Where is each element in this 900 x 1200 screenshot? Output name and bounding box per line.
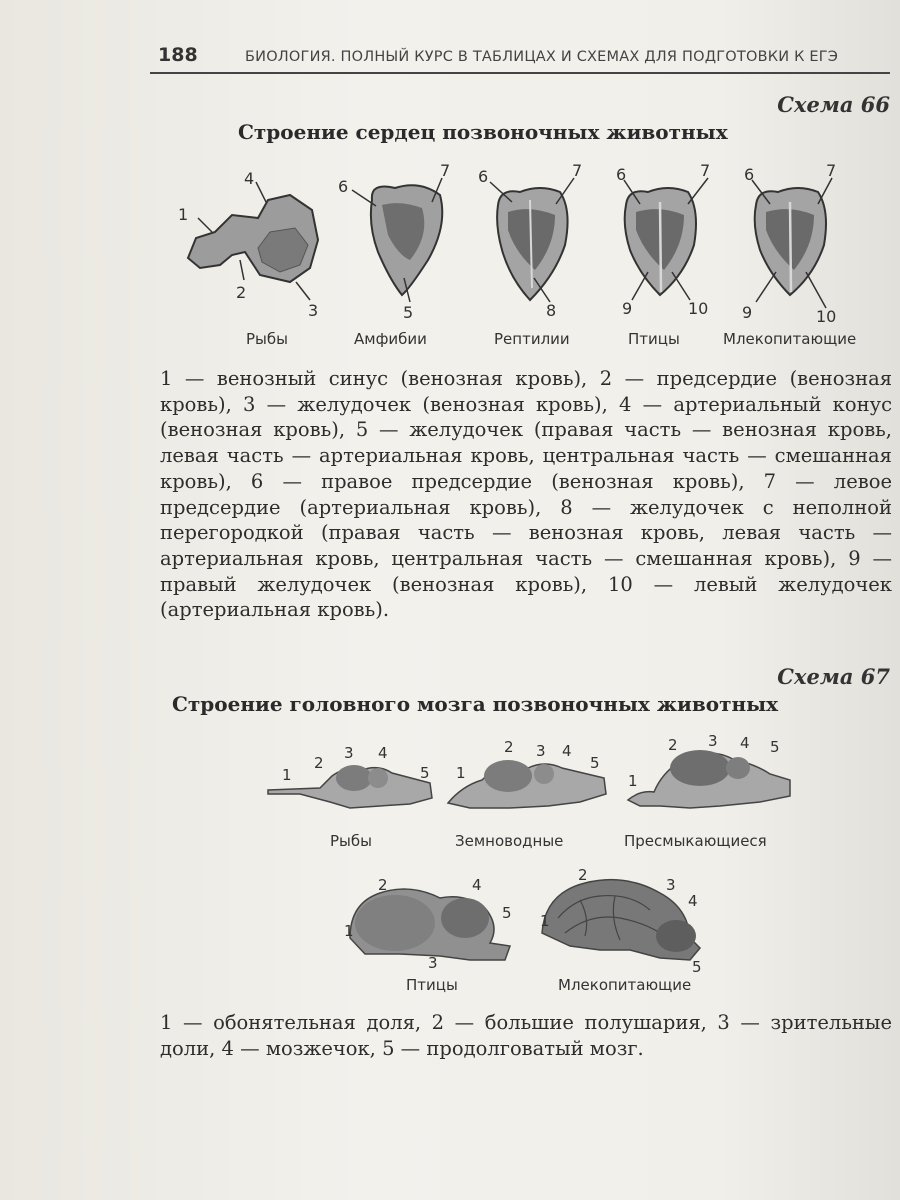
amph-brain-num-3: 3 (536, 742, 546, 760)
caption-fish-heart: Рыбы (246, 330, 288, 348)
scheme-66-title: Строение сердец позвоночных животных (238, 120, 728, 144)
scheme-67-label: Схема 67 (777, 664, 890, 689)
page-header (150, 40, 890, 74)
heart-num-6c: 6 (616, 165, 627, 184)
rept-brain-num-5: 5 (770, 738, 780, 756)
heart-num-10b: 10 (816, 307, 837, 326)
caption-bird-brain: Птицы (406, 976, 458, 994)
amph-brain-num-4: 4 (562, 742, 572, 760)
heart-num-6a: 6 (338, 177, 349, 196)
mammal-brain-num-1: 1 (540, 912, 550, 930)
fish-brain-num-4: 4 (378, 744, 388, 762)
heart-num-10a: 10 (688, 299, 709, 318)
rept-brain-num-2: 2 (668, 736, 678, 754)
fish-heart-illustration (178, 169, 318, 320)
mammal-brain-num-3: 3 (666, 876, 676, 894)
bird-brain-illustration (344, 876, 512, 972)
heart-num-7c: 7 (700, 161, 711, 180)
caption-mammal-brain: Млекопитающие (558, 976, 692, 994)
scheme-66-legend: 1 — венозный синус (венозная кровь), 2 — предсердие (венозная кровь), 3 — желудочек (венозная кровь), 4 — артериальный конус (венозная кровь), 5 — желудочек (правая часть — венозная кровь, левая часть — артериальная кровь, центральная часть — смешанная кровь), 6 — правое предсердие (венозная кровь), 7 — левое предсердие (артериальная кровь), 8 — желудочек с неполной перегородкой (правая часть — венозная кровь, левая часть — артериальная кровь, центральная часть — смешанная кровь), 9 — правый желудочек (венозная кровь), 10 — левый желудочек (артериальная кровь). (160, 367, 892, 622)
rept-brain-num-4: 4 (740, 734, 750, 752)
fish-brain-num-3: 3 (344, 744, 354, 762)
rept-brain-num-1: 1 (628, 772, 638, 790)
fish-brain-num-2: 2 (314, 754, 324, 772)
amph-brain-num-5: 5 (590, 754, 600, 772)
heart-num-7d: 7 (826, 161, 837, 180)
bird-heart-illustration (616, 161, 710, 318)
caption-fish-brain: Рыбы (330, 832, 372, 850)
rept-brain-num-3: 3 (708, 732, 718, 750)
bird-brain-num-3: 3 (428, 954, 438, 972)
scheme-67-legend: 1 — обонятельная доля, 2 — большие полушария, 3 — зрительные доли, 4 — мозжечок, 5 — продолговатый мозг. (160, 1011, 892, 1060)
heart-num-7a: 7 (440, 161, 451, 180)
page-number: 188 (158, 44, 198, 66)
caption-reptile-heart: Рептилии (494, 330, 570, 348)
heart-num-9a: 9 (622, 299, 633, 318)
heart-num-7b: 7 (572, 161, 583, 180)
scheme-67-title: Строение головного мозга позвоночных животных (172, 692, 779, 716)
amphibian-brain-illustration (448, 738, 606, 808)
amph-brain-num-1: 1 (456, 764, 466, 782)
caption-amphibian-brain: Земноводные (455, 832, 564, 850)
fish-brain-num-5: 5 (420, 764, 430, 782)
heart-num-4: 4 (244, 169, 255, 188)
fish-brain-num-1: 1 (282, 766, 292, 784)
caption-bird-heart: Птицы (628, 330, 680, 348)
heart-num-1: 1 (178, 205, 189, 224)
fish-brain-illustration (268, 744, 432, 808)
heart-num-2: 2 (236, 283, 247, 302)
heart-num-3: 3 (308, 301, 319, 320)
bird-brain-num-1: 1 (344, 922, 354, 940)
bird-brain-num-4: 4 (472, 876, 482, 894)
reptile-brain-illustration (628, 732, 790, 808)
running-title: БИОЛОГИЯ. ПОЛНЫЙ КУРС В ТАБЛИЦАХ И СХЕМАХ ДЛЯ ПОДГОТОВКИ К ЕГЭ (245, 49, 839, 65)
heart-num-8: 8 (546, 301, 557, 320)
caption-amphibian-heart: Амфибии (354, 330, 427, 348)
amphibian-heart-illustration (338, 161, 450, 322)
heart-num-9b: 9 (742, 303, 753, 322)
mammal-brain-num-4: 4 (688, 892, 698, 910)
caption-mammal-heart: Млекопитающие (723, 330, 857, 348)
heart-num-6b: 6 (478, 167, 489, 186)
mammal-brain-num-5: 5 (692, 958, 702, 976)
heart-num-5: 5 (403, 303, 414, 322)
brains-figure (0, 728, 900, 1008)
caption-reptile-brain: Пресмыкающиеся (624, 832, 767, 850)
amph-brain-num-2: 2 (504, 738, 514, 756)
mammal-brain-num-2: 2 (578, 866, 588, 884)
scheme-66-label: Схема 66 (777, 92, 890, 117)
mammal-heart-illustration (742, 161, 836, 326)
heart-num-6d: 6 (744, 165, 755, 184)
bird-brain-num-5: 5 (502, 904, 512, 922)
mammal-brain-illustration (540, 866, 702, 976)
reptile-heart-illustration (478, 161, 582, 320)
bird-brain-num-2: 2 (378, 876, 388, 894)
